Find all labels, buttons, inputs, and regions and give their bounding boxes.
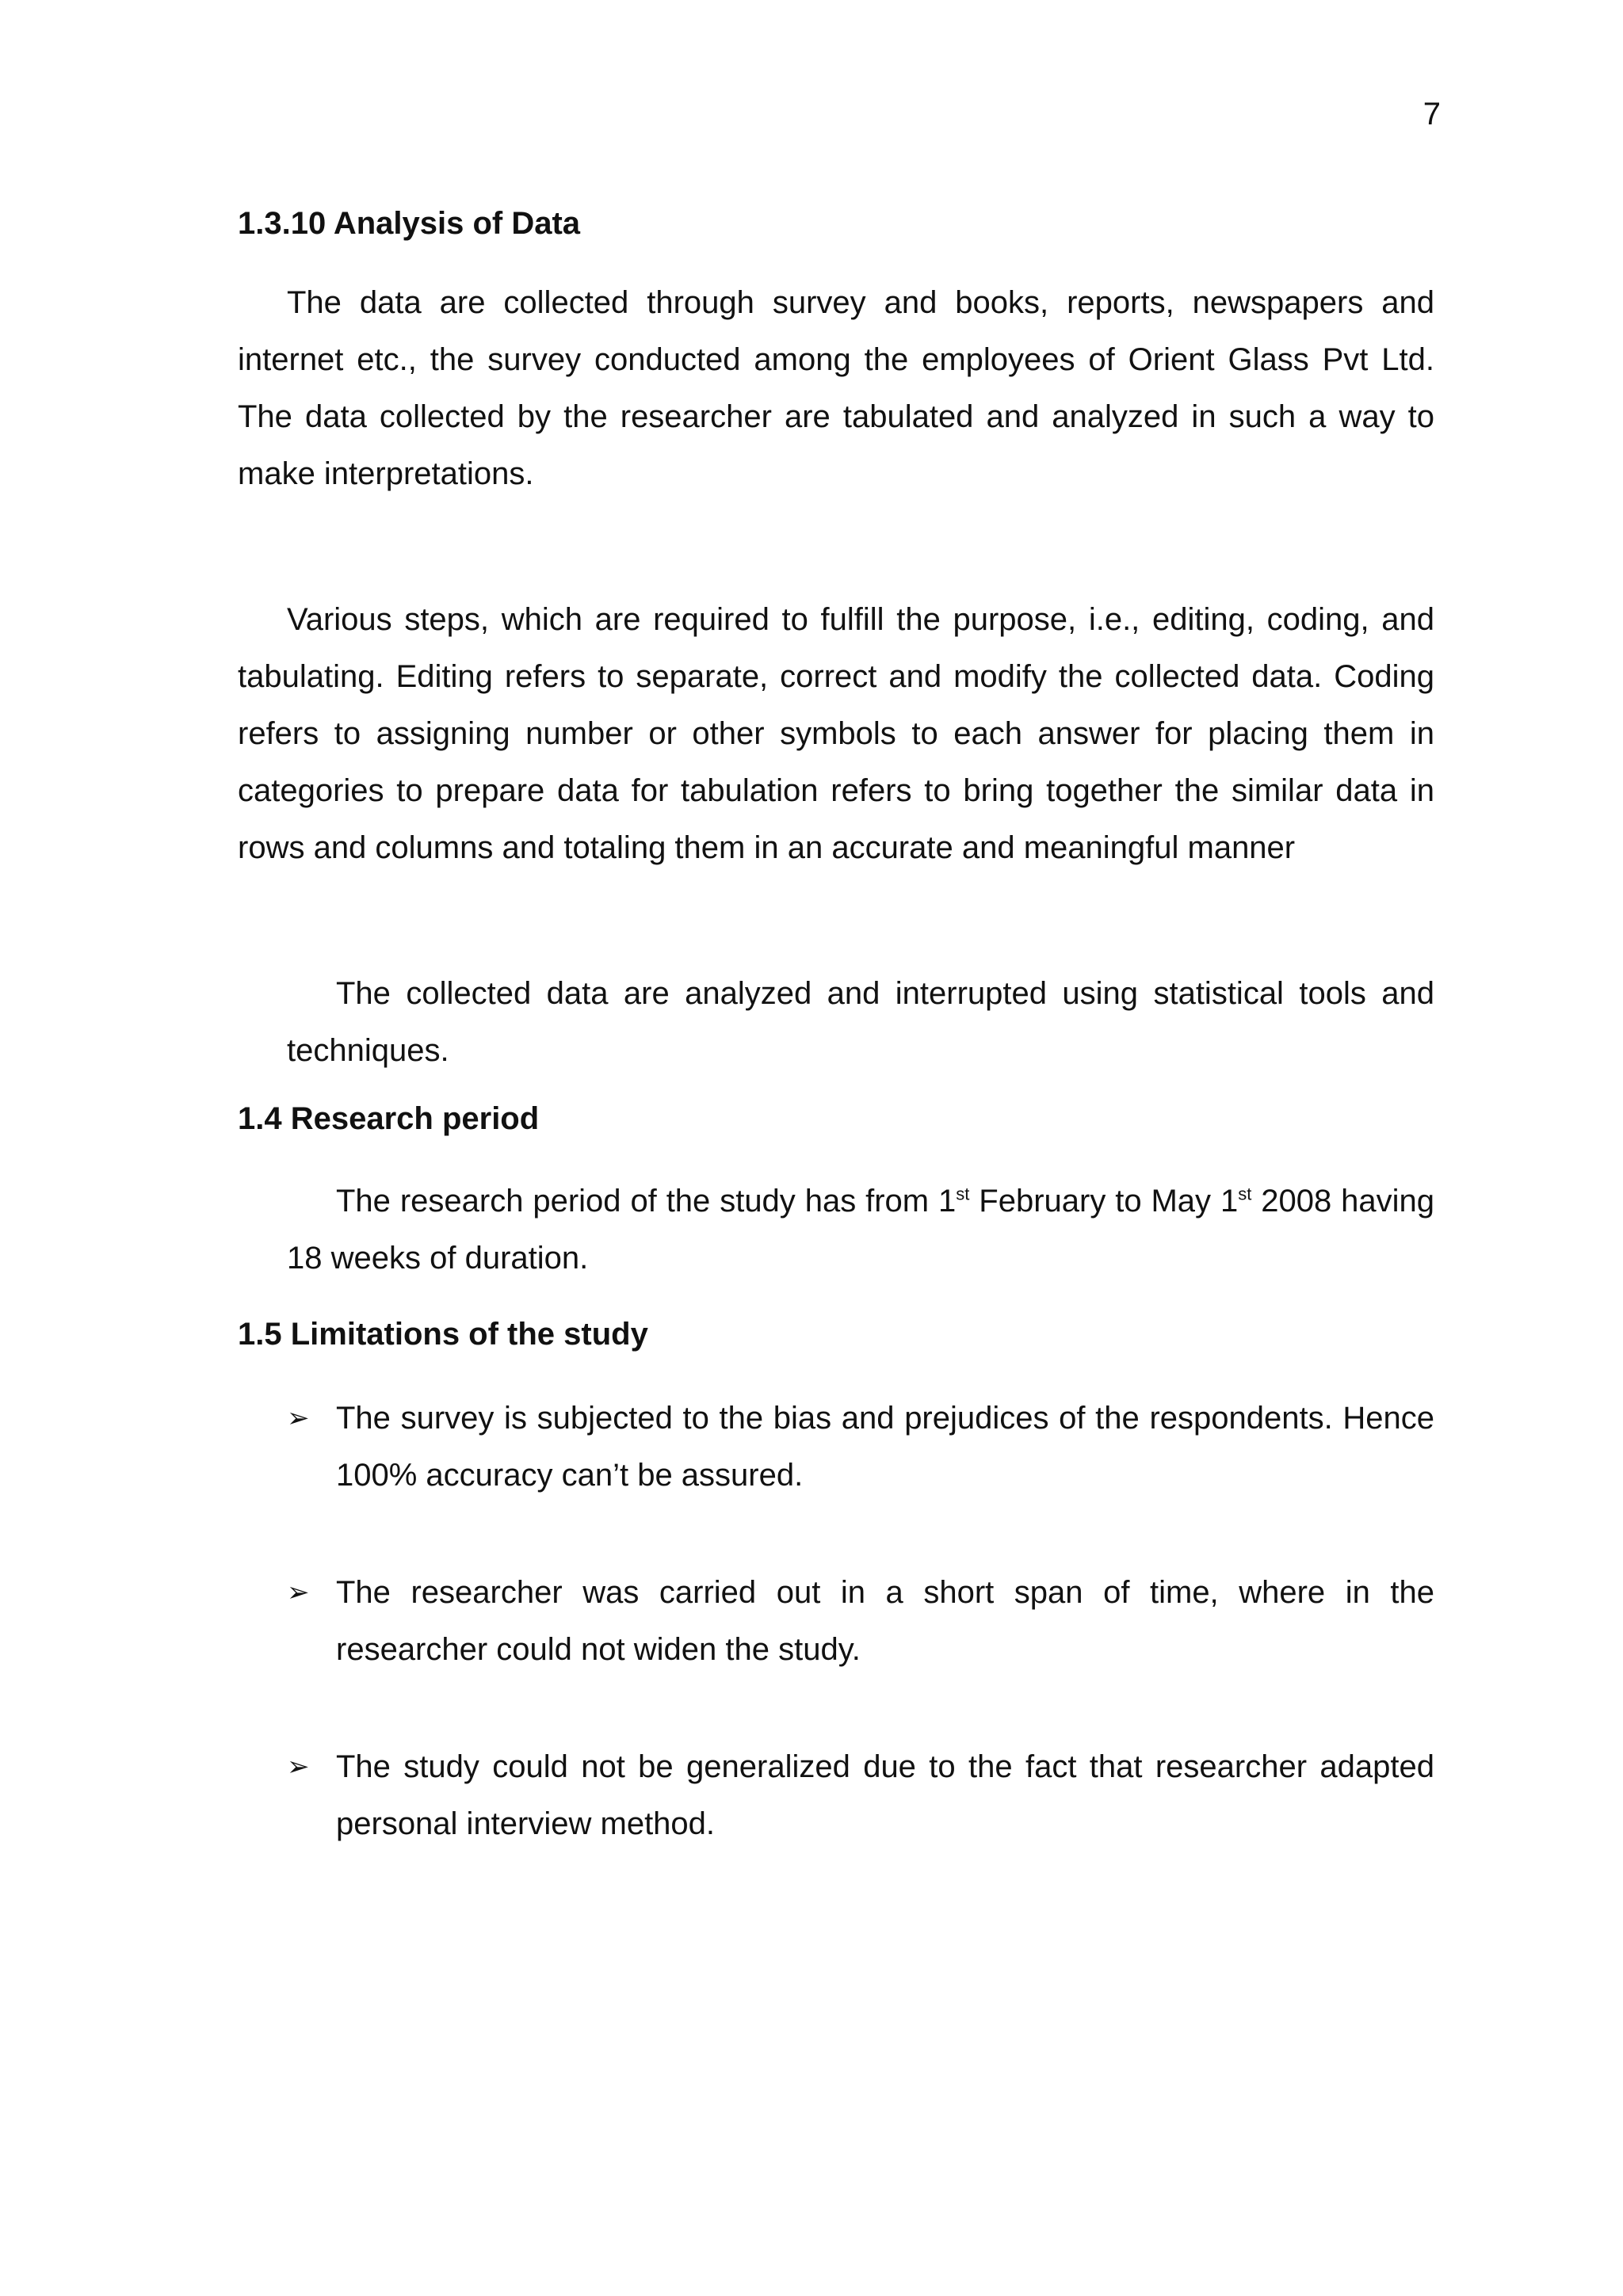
limitation-text: The study could not be generalized due to the fact that researcher adapted personal interview method. xyxy=(336,1749,1434,1841)
limitations-list xyxy=(238,1390,1434,1852)
section-heading-research-period: 1.4 Research period xyxy=(238,1101,540,1136)
list-item-limitation xyxy=(238,1738,1434,1852)
research-period-text-3: 2008 having 18 weeks of duration. xyxy=(287,1184,1434,1276)
paragraph-statistical-tools: The collected data are analyzed and interrupted using statistical tools and techniques. xyxy=(287,976,1434,1068)
section-heading-analysis-of-data: 1.3.10 Analysis of Data xyxy=(238,206,581,241)
list-item-limitation xyxy=(238,1390,1434,1504)
arrow-bullet-icon: ➢ xyxy=(287,1752,310,1782)
research-period-text-1: The research period of the study has from 1 xyxy=(336,1184,957,1219)
arrow-bullet-icon: ➢ xyxy=(287,1403,310,1433)
limitation-text: The researcher was carried out in a short span of time, where in the researcher could not widen the study. xyxy=(336,1575,1434,1667)
arrow-bullet-icon: ➢ xyxy=(287,1577,310,1608)
limitation-text: The survey is subjected to the bias and prejudices of the respondents. Hence 100% accuracy can’t be assured. xyxy=(336,1401,1434,1493)
superscript-st-1: st xyxy=(956,1184,970,1204)
list-item-limitation xyxy=(238,1564,1434,1678)
paragraph-data-collection: The data are collected through survey and books, reports, newspapers and internet etc., the survey conducted among the employees of Orient Glass Pvt Ltd. The data collected by the researcher are tabulated and analyzed in such a way to make interpretations. xyxy=(238,285,1434,491)
paragraph-research-period xyxy=(287,1173,1434,1287)
page-number: 7 xyxy=(1423,97,1441,132)
page-content xyxy=(238,200,1434,1852)
section-heading-limitations: 1.5 Limitations of the study xyxy=(238,1317,648,1352)
superscript-st-2: st xyxy=(1238,1184,1252,1204)
paragraph-processing-steps: Various steps, which are required to fulfill the purpose, i.e., editing, coding, and tabulating. Editing refers to separate, correct and modify the collected data. Coding refers to assigning number or other symbols to each answer for placing them in categories to prepare data for tabulation refers to bring together the similar data in rows and columns and totaling them in an accurate and meaningful manner xyxy=(238,602,1434,865)
research-period-text-2: February to May 1 xyxy=(969,1184,1239,1219)
